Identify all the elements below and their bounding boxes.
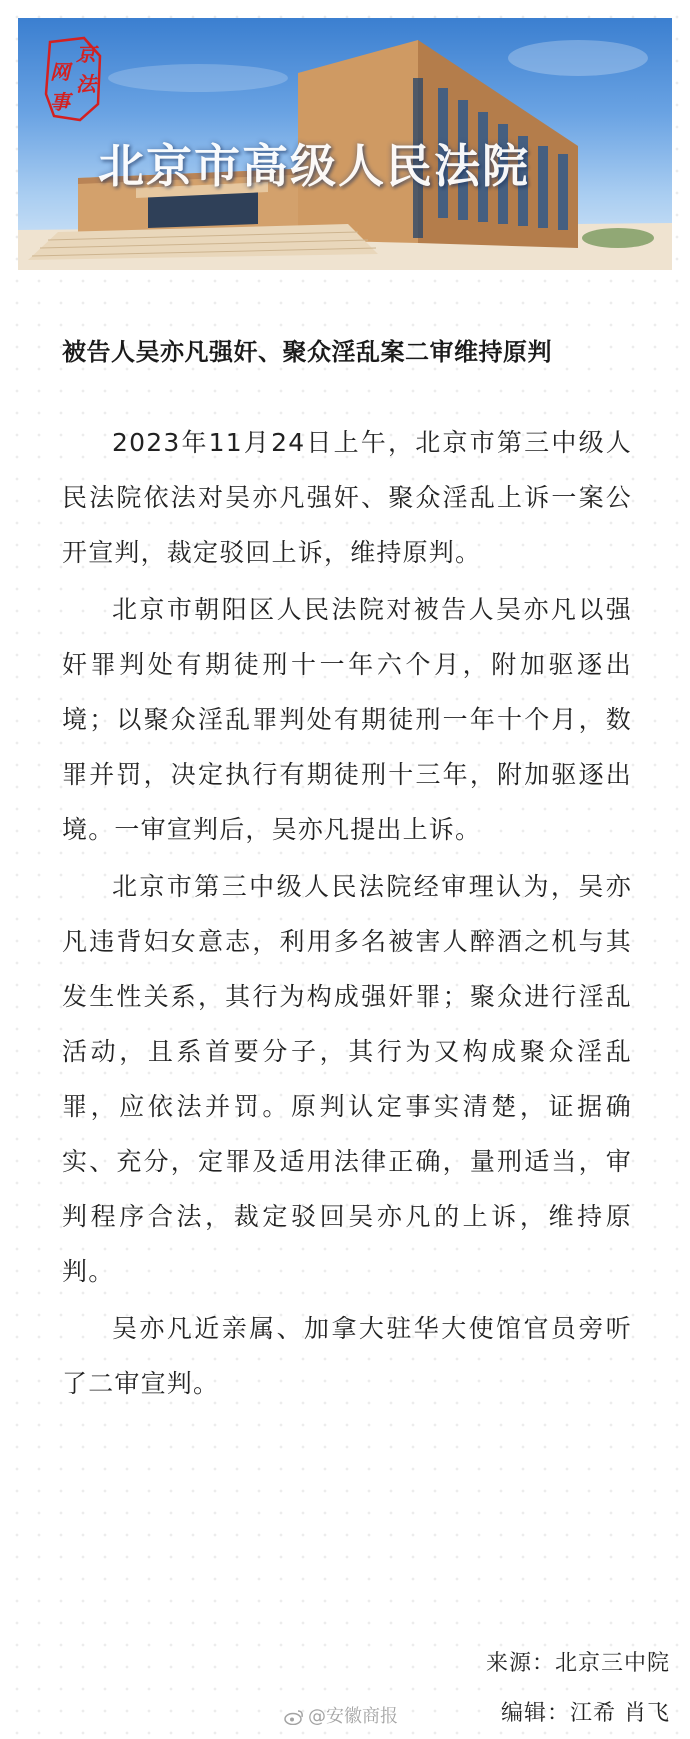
paragraph-1: 2023年11月24日上午，北京市第三中级人民法院依法对吴亦凡强奸、聚众淫乱上诉一案公开宣判，裁定驳回上诉，维持原判。	[62, 428, 632, 567]
seal-char-3: 网	[50, 60, 70, 84]
seal-char-4: 事	[50, 90, 70, 114]
seal-char-1: 京	[76, 42, 96, 66]
court-banner-image	[18, 18, 672, 270]
banner-title: 北京市高级人民法院	[98, 139, 530, 193]
news-seal-logo	[40, 34, 108, 124]
paragraph-4: 吴亦凡近亲属、加拿大驻华大使馆官员旁听了二审宣判。	[62, 1314, 632, 1398]
watermark-text: @安徽商报	[308, 1706, 398, 1727]
article-editor: 编辑：江希 肖飞	[501, 1701, 670, 1726]
article-headline: 被告人吴亦凡强奸、聚众淫乱案二审维持原判	[62, 338, 552, 366]
paragraph-2: 北京市朝阳区人民法院对被告人吴亦凡以强奸罪判处有期徒刑十一年六个月，附加驱逐出境；以聚众淫乱罪判处有期徒刑一年十个月，数罪并罚，决定执行有期徒刑十三年，附加驱逐出境。一审宣判后，吴亦凡提出上诉。	[62, 595, 632, 844]
weibo-icon	[284, 1709, 304, 1725]
article-source: 来源：北京三中院	[485, 1651, 670, 1676]
article-body	[62, 415, 632, 1413]
paragraph-3: 北京市第三中级人民法院经审理认为，吴亦凡违背妇女意志，利用多名被害人醉酒之机与其发生性关系，其行为构成强奸罪；聚众进行淫乱活动，且系首要分子，其行为又构成聚众淫乱罪，应依法并罚。原判认定事实清楚，证据确实、充分，定罪及适用法律正确，量刑适当，审判程序合法，裁定驳回吴亦凡的上诉，维持原判。	[62, 872, 632, 1286]
weibo-watermark	[284, 1702, 398, 1728]
seal-char-2: 法	[76, 72, 96, 96]
